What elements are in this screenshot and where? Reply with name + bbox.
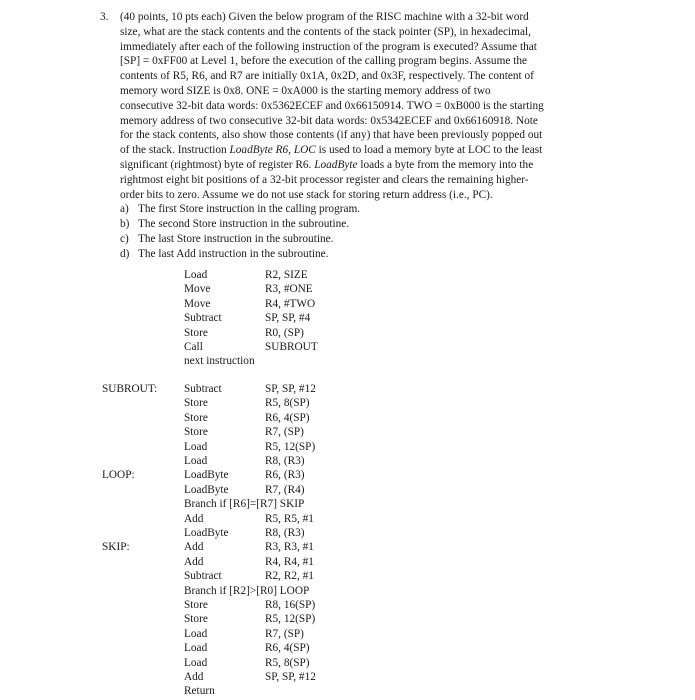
code-operands: R6, 4(SP) — [265, 411, 310, 424]
question-part — [120, 202, 600, 217]
code-opcode: Store — [184, 326, 208, 339]
code-label: LOOP: — [102, 469, 135, 482]
question-part — [120, 232, 600, 247]
code-operands: R7, (SP) — [265, 627, 304, 640]
code-operands: R3, #ONE — [265, 283, 313, 296]
question-line: (40 points, 10 pts each) Given the below program of the RISC machine with a 32-bit word — [120, 11, 529, 23]
code-opcode: Load — [184, 656, 208, 669]
loadbyte-italic: LoadByte R6, LOC — [229, 144, 316, 157]
question-text — [120, 10, 600, 202]
code-operands: R5, 12(SP) — [265, 613, 316, 626]
question-line-start: of the stack. Instruction — [120, 144, 230, 157]
code-operands: R0, (SP) — [265, 326, 304, 339]
code-opcode: Add — [184, 555, 204, 568]
part-letter: a) — [120, 203, 129, 216]
code-operands: R2, SIZE — [265, 269, 308, 281]
question-part — [120, 217, 600, 232]
question-line: consecutive 32-bit data words: 0x5362ECEF and 0x66150914. TWO = 0xB000 is the starting — [120, 99, 544, 112]
question-parts — [120, 202, 600, 261]
question-line: contents of R5, R6, and R7 are initially 0x1A, 0x2D, and 0x3F, respectively. The content of — [120, 70, 534, 83]
question-line: for the stack contents, also show those contents (if any) that have been previously popped out — [120, 129, 543, 142]
question-line: memory address of two consecutive 32-bit data words: 0x5342ECEF and 0x66160918. Note — [120, 114, 538, 127]
question-line — [120, 158, 600, 173]
question-line-end: is used to load a memory byte at LOC to the least — [315, 144, 543, 157]
code-operands: R8, (R3) — [265, 455, 305, 467]
code-operands: R6, (R3) — [265, 469, 305, 482]
code-opcode: Load — [184, 627, 208, 640]
code-opcode: Store — [184, 411, 208, 424]
code-opcode: LoadByte — [184, 483, 229, 496]
code-opcode: Load — [184, 440, 208, 453]
code-label: SKIP: — [102, 541, 130, 554]
code-operands: R7, (SP) — [265, 426, 304, 439]
code-label: SUBROUT: — [102, 383, 158, 395]
code-opcode: Store — [184, 613, 208, 626]
part-letter: b) — [120, 218, 130, 231]
question-line — [120, 143, 600, 158]
code-operands: SP, SP, #12 — [265, 671, 316, 683]
code-operands: R5, 8(SP) — [265, 656, 310, 669]
code-opcode: Move — [184, 283, 211, 296]
code-operands: R4, #TWO — [265, 297, 316, 310]
code-opcode: Store — [184, 426, 208, 439]
part-text: The first Store instruction in the calling program. — [138, 203, 361, 216]
code-opcode: Branch if [R6]=[R7] SKIP — [184, 498, 305, 511]
code-operands: R2, R2, #1 — [265, 570, 314, 583]
code-opcode: next instruction — [184, 355, 255, 368]
code-opcode: Load — [184, 455, 208, 467]
question-line: [SP] = 0xFF00 at Level 1, before the execution of the calling program begins. Assume the — [120, 55, 528, 68]
code-opcode: LoadByte — [184, 527, 229, 539]
code-operands: SP, SP, #12 — [265, 383, 316, 395]
code-opcode: Return — [184, 685, 215, 698]
question-block — [100, 10, 600, 262]
code-operands: R5, 12(SP) — [265, 440, 316, 453]
part-text: The last Store instruction in the subroutine. — [138, 232, 334, 245]
question-line-end: loads a byte from the memory into the — [357, 158, 534, 171]
code-opcode: Store — [184, 599, 208, 611]
code-operands: R7, (R4) — [265, 483, 305, 496]
code-opcode: Load — [184, 642, 208, 655]
code-operands: R5, R5, #1 — [265, 512, 314, 525]
code-operands: SP, SP, #4 — [265, 312, 311, 325]
question-line: immediately after each of the following instruction of the program is executed? Assume that — [120, 40, 537, 53]
code-operands: R8, 16(SP) — [265, 599, 316, 611]
code-opcode: Add — [184, 541, 204, 554]
code-opcode: Move — [184, 297, 211, 310]
code-opcode: Load — [184, 269, 208, 281]
code-opcode: Subtract — [184, 570, 222, 583]
code-opcode: Subtract — [184, 312, 222, 325]
code-operands: R4, R4, #1 — [265, 555, 314, 568]
loadbyte-italic: LoadByte — [314, 158, 358, 171]
code-opcode: Branch if [R2]>[R0] LOOP — [184, 584, 310, 597]
code-operands: R6, 4(SP) — [265, 642, 310, 655]
code-operands: R3, R3, #1 — [265, 541, 314, 554]
part-text: The last Add instruction in the subroutine. — [138, 247, 329, 260]
code-opcode: Add — [184, 512, 204, 525]
question-line-start: significant (rightmost) byte of register R6. — [120, 158, 315, 171]
part-letter: d) — [120, 247, 130, 260]
code-operands: R5, 8(SP) — [265, 397, 310, 410]
question-line: memory word SIZE is 0x8. ONE = 0xA000 is the starting memory address of two — [120, 84, 491, 97]
code-opcode: Add — [184, 671, 204, 683]
part-letter: c) — [120, 232, 129, 245]
question-line: size, what are the stack contents and the contents of the stack pointer (SP), in hexadecimal, — [120, 25, 531, 38]
code-opcode: Subtract — [184, 383, 222, 395]
question-number: 3. — [100, 11, 109, 23]
question-line: order bits to zero. Assume we do not use stack for storing return address (i.e., PC). — [120, 188, 493, 201]
code-operands: R8, (R3) — [265, 527, 305, 539]
code-operands: SUBROUT — [265, 341, 318, 353]
question-part — [120, 247, 600, 262]
code-opcode: LoadByte — [184, 469, 229, 482]
code-opcode: Store — [184, 397, 208, 410]
code-opcode: Call — [184, 341, 203, 353]
question-line: rightmost eight bit positions of a 32-bit processor register and clears the remaining higher- — [120, 173, 529, 186]
part-text: The second Store instruction in the subroutine. — [138, 218, 350, 231]
